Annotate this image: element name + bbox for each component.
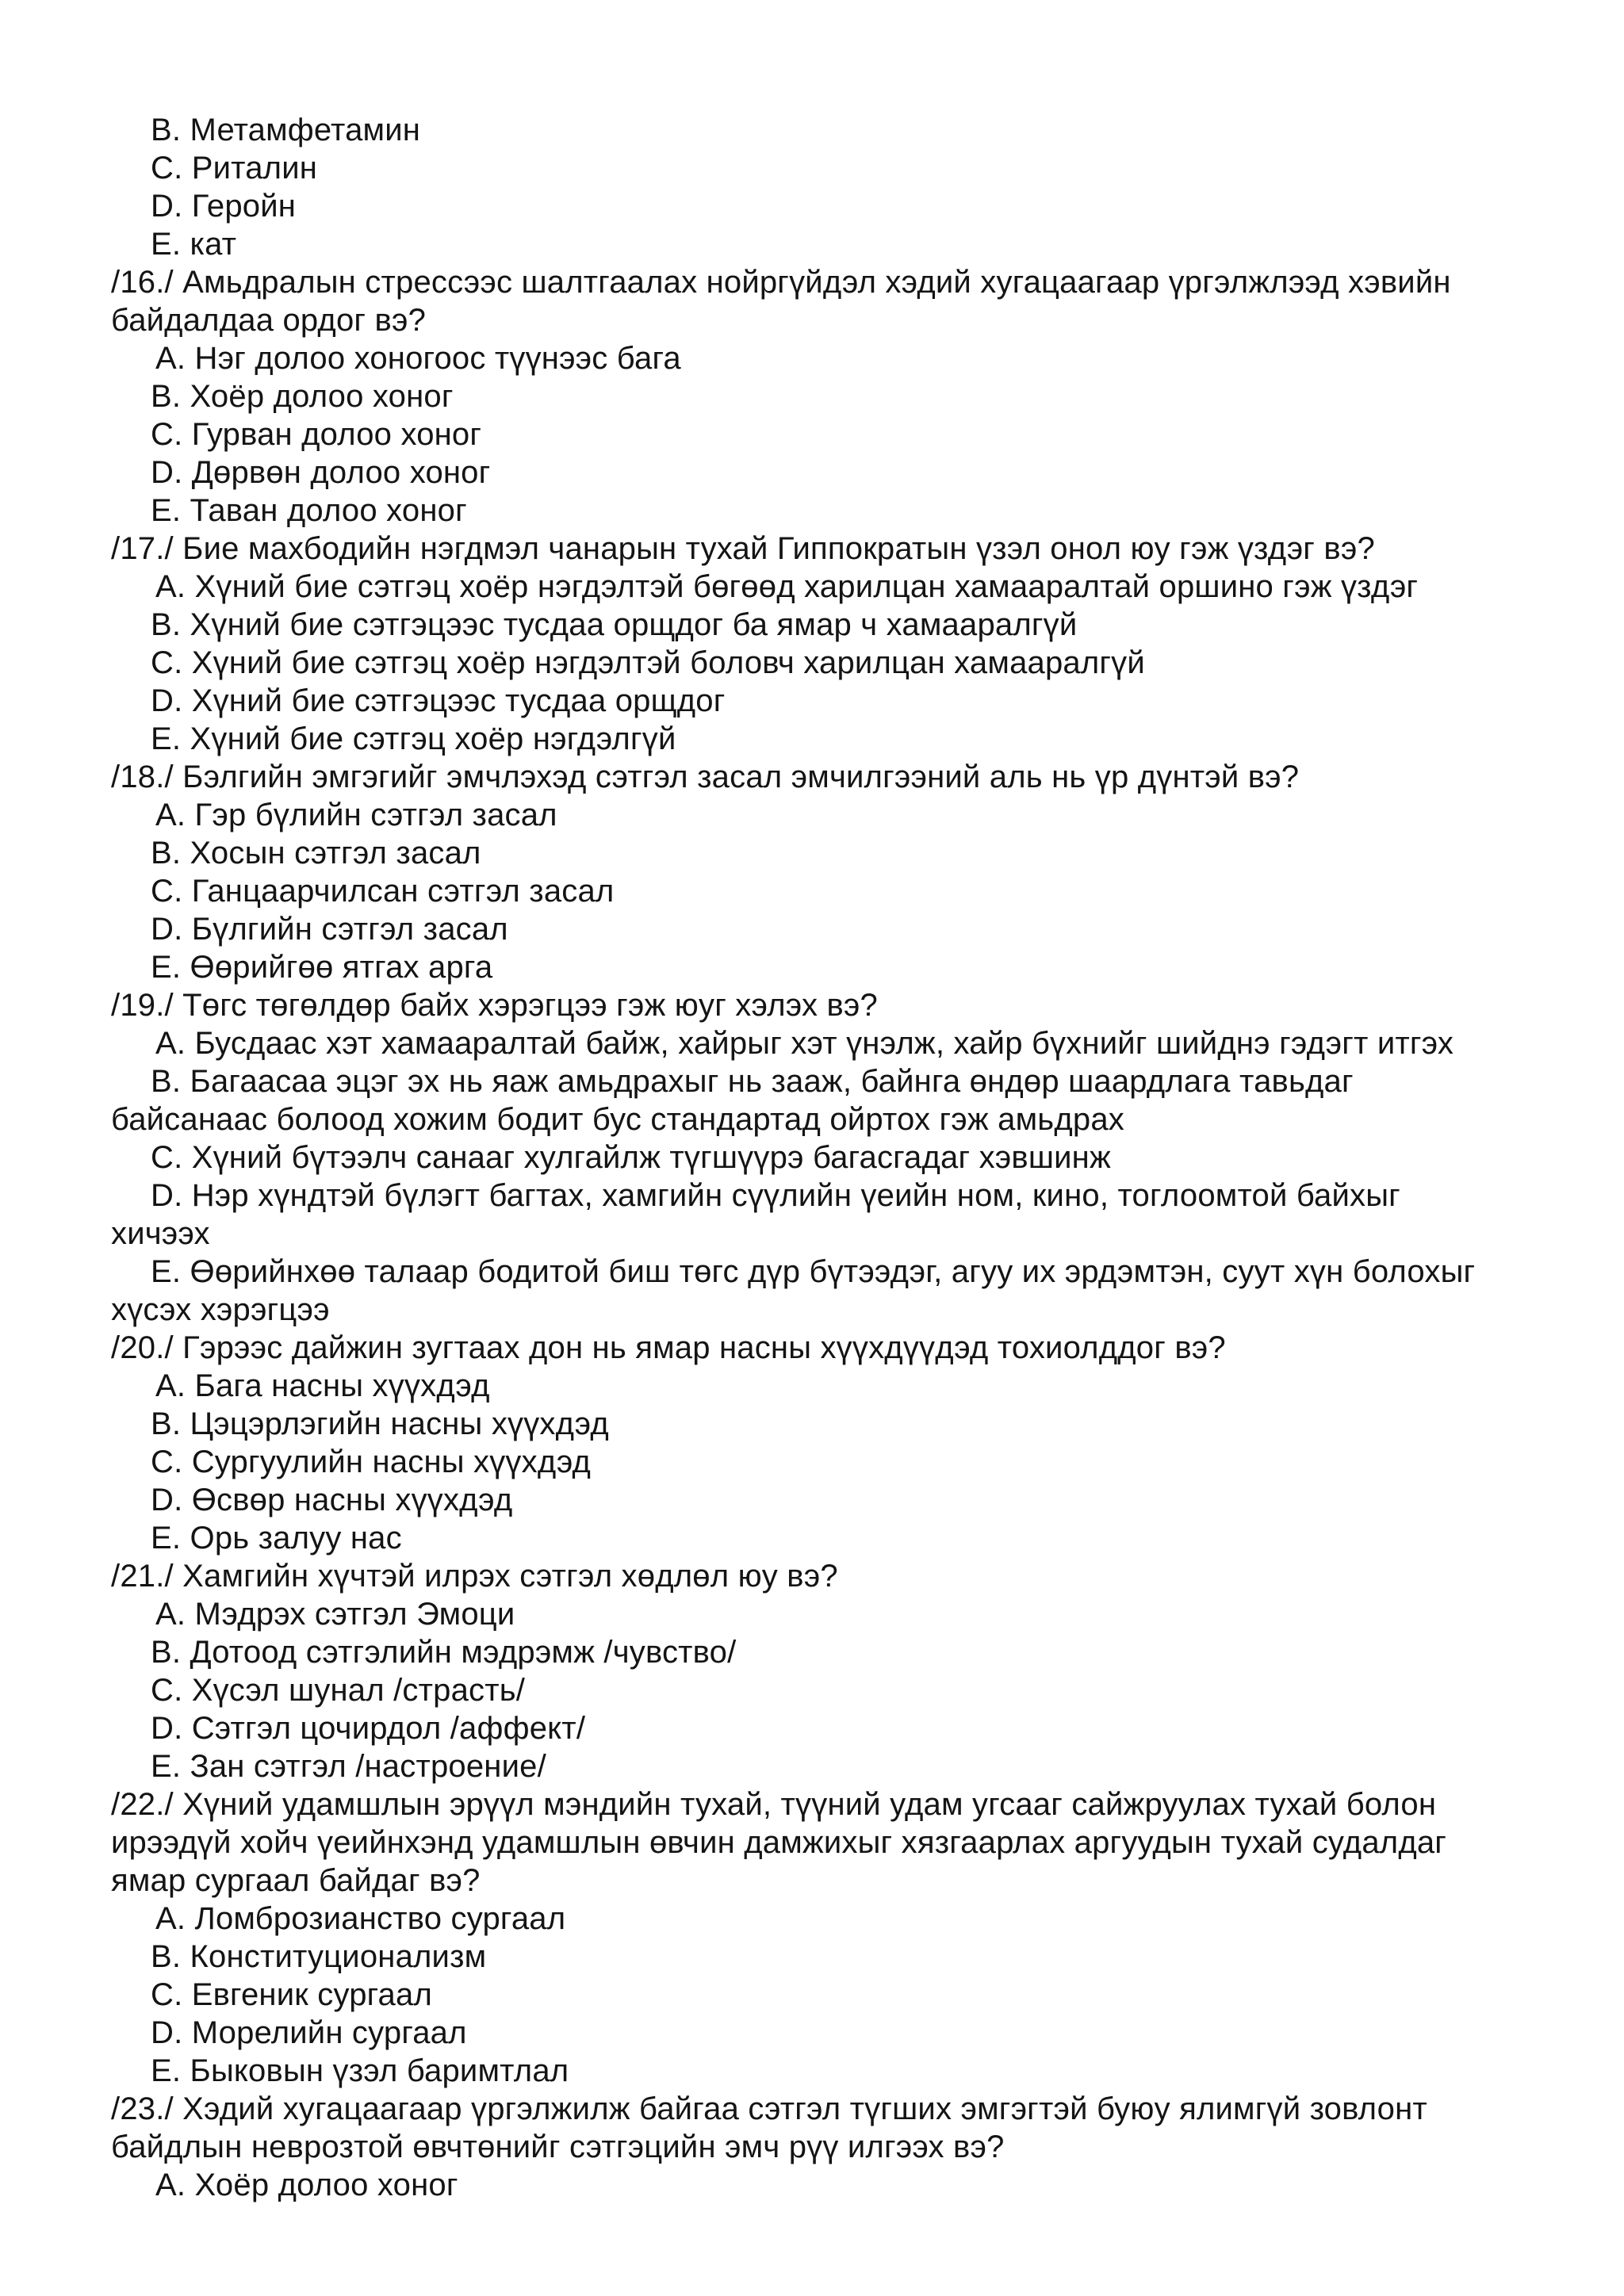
answer-option: D. Морелийн сургаал xyxy=(151,2015,467,2050)
question-22-cont: ямар сургаал байдаг вэ? xyxy=(111,1863,481,1898)
answer-option-cont: хүсэх хэрэгцээ xyxy=(111,1292,330,1327)
answer-option: C. Евгеник сургаал xyxy=(151,1977,432,2012)
question-20: /20./ Гэрээс дайжин зугтаах дон нь ямар насны хүүхдүүдэд тохиолддог вэ? xyxy=(111,1330,1226,1365)
answer-option: E. Быковын үзэл баримтлал xyxy=(151,2053,569,2088)
answer-option: A. Ломброзианство сургаал xyxy=(155,1901,566,1936)
answer-option: D. Дөрвөн долоо хоног xyxy=(151,455,491,490)
question-16: /16./ Амьдралын стрессээс шалтгаалах нойргүйдэл хэдий хугацаагаар үргэлжлээд хэвийн xyxy=(111,265,1451,300)
answer-option: E. Хүний бие сэтгэц хоёр нэгдэлгүй xyxy=(151,721,676,756)
question-17: /17./ Бие махбодийн нэгдмэл чанарын тухай Гиппократын үзэл онол юу гэж үздэг вэ? xyxy=(111,531,1375,566)
answer-option-cont: байсанаас болоод хожим бодит бус стандартад ойртох гэж амьдрах xyxy=(111,1102,1124,1137)
answer-option: C. Гурван долоо хоног xyxy=(151,417,482,452)
answer-option: B. Хоёр долоо хоног xyxy=(151,379,454,414)
answer-option: A. Хоёр долоо хоног xyxy=(155,2168,458,2202)
answer-option: B. Багаасаа эцэг эх нь яаж амьдрахыг нь зааж, байнга өндөр шаардлага тавьдаг xyxy=(151,1064,1354,1099)
answer-option: B. Метамфетамин xyxy=(151,113,421,147)
answer-option: C. Хүсэл шунал /страсть/ xyxy=(151,1673,526,1708)
answer-option: C. Ганцаарчилсан сэтгэл засал xyxy=(151,874,615,909)
answer-option: A. Хүний бие сэтгэц хоёр нэгдэлтэй бөгөөд харилцан хамааралтай оршино гэж үздэг xyxy=(155,569,1419,604)
answer-option: E. Таван долоо хоног xyxy=(151,493,467,528)
answer-option: C. Хүний бие сэтгэц хоёр нэгдэлтэй боловч харилцан хамааралгүй xyxy=(151,645,1145,680)
answer-option: B. Цэцэрлэгийн насны хүүхдэд xyxy=(151,1406,609,1441)
answer-option: B. Хосын сэтгэл засал xyxy=(151,836,481,871)
answer-option: C. Сургуулийн насны хүүхдэд xyxy=(151,1445,592,1479)
answer-option: B. Дотоод сэтгэлийн мэдрэмж /чувство/ xyxy=(151,1635,737,1670)
answer-option: D. Өсвөр насны хүүхдэд xyxy=(151,1483,513,1517)
answer-option: B. Конституционализм xyxy=(151,1939,487,1974)
question-22: /22./ Хүний удамшлын эрүүл мэндийн тухай, түүний удам угсааг сайжруулах тухай болон xyxy=(111,1787,1437,1822)
question-22-cont: ирээдүй хойч үеийнхэнд удамшлын өвчин дамжихыг хязгаарлах аргуудын тухай судалдаг xyxy=(111,1825,1447,1860)
answer-option: E. Өөрийнхөө талаар бодитой биш төгс дүр бүтээдэг, агуу их эрдэмтэн, суут хүн болохыг xyxy=(151,1254,1476,1289)
question-18: /18./ Бэлгийн эмгэгийг эмчлэхэд сэтгэл засал эмчилгээний аль нь үр дүнтэй вэ? xyxy=(111,760,1300,794)
answer-option: D. Нэр хүндтэй бүлэгт багтах, хамгийн сүүлийн үеийн ном, кино, тоглоомтой байхыг xyxy=(151,1178,1400,1213)
answer-option: D. Хүний бие сэтгэцээс тусдаа орщдог xyxy=(151,683,726,718)
answer-option: E. Орь залуу нас xyxy=(151,1521,402,1556)
question-23: /23./ Хэдий хугацаагаар үргэлжилж байгаа сэтгэл түгших эмгэгтэй буюу ялимгүй зовлонт xyxy=(111,2091,1427,2126)
answer-option: D. Геройн xyxy=(151,189,297,224)
answer-option: A. Нэг долоо хоногоос түүнээс бага xyxy=(155,341,681,376)
question-19: /19./ Төгс төгөлдөр байх хэрэгцээ гэж юуг хэлэх вэ? xyxy=(111,988,878,1023)
question-23-cont: байдлын неврозтой өвчтөнийг сэтгэцийн эмч рүү илгээх вэ? xyxy=(111,2130,1005,2164)
question-16-cont: байдалдаа ордог вэ? xyxy=(111,303,427,338)
question-21: /21./ Хамгийн хүчтэй илрэх сэтгэл хөдлөл юу вэ? xyxy=(111,1559,838,1594)
answer-option-cont: хичээх xyxy=(111,1216,210,1251)
answer-option: E. кат xyxy=(151,227,237,262)
answer-option: A. Бусдаас хэт хамааралтай байж, хайрыг хэт үнэлж, хайр бүхнийг шийднэ гэдэгт итгэх xyxy=(155,1026,1454,1061)
answer-option: E. Өөрийгөө ятгах арга xyxy=(151,950,493,985)
answer-option: B. Хүний бие сэтгэцээс тусдаа орщдог ба ямар ч хамааралгүй xyxy=(151,607,1078,642)
answer-option: A. Бага насны хүүхдэд xyxy=(155,1368,490,1403)
answer-option: A. Мэдрэх сэтгэл Эмоци xyxy=(155,1597,515,1632)
answer-option: D. Бүлгийн сэтгэл засал xyxy=(151,912,508,947)
answer-option: A. Гэр бүлийн сэтгэл засал xyxy=(155,798,557,832)
answer-option: E. Зан сэтгэл /настроение/ xyxy=(151,1749,546,1784)
answer-option: C. Хүний бүтээлч санааг хулгайлж түгшүүрэ багасгадаг хэвшинж xyxy=(151,1140,1111,1175)
answer-option: C. Риталин xyxy=(151,151,318,186)
answer-option: D. Сэтгэл цочирдол /аффект/ xyxy=(151,1711,586,1746)
